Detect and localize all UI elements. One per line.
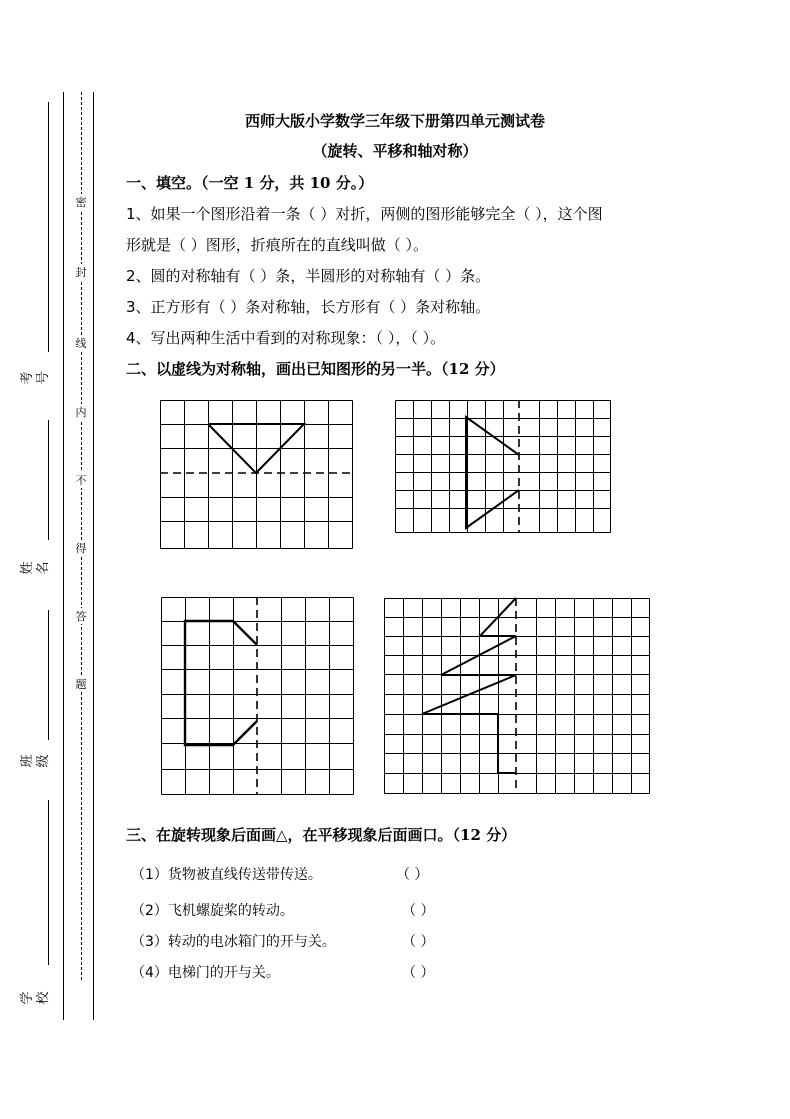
seal-char: 密 <box>75 196 87 209</box>
answer-blank[interactable]: （ ） <box>396 867 429 883</box>
seal-char: 封 <box>75 266 87 279</box>
page-title: 西师大版小学数学三年级下册第四单元测试卷 <box>244 112 545 130</box>
section1-heading: 一、填空。（一空 1 分，共 10 分。） <box>126 174 374 192</box>
grid-figure-4 <box>384 598 650 794</box>
label-xuexiao: 学校 <box>20 991 51 1005</box>
answer-blank[interactable]: （ ） <box>402 965 435 981</box>
label-banji: 班级 <box>20 754 51 768</box>
list-item: （1）货物被直线传送带传送。 <box>131 867 322 883</box>
half-shape <box>185 621 257 745</box>
grid-figure-2 <box>395 400 611 533</box>
seal-char: 内 <box>75 406 87 419</box>
field-line-xuexiao <box>48 800 49 965</box>
seal-char: 不 <box>75 474 87 487</box>
question-line: 形就是（ ）图形，折痕所在的直线叫做（ ）。 <box>126 236 429 254</box>
list-item: （3）转动的电冰箱门的开与关。 <box>131 934 336 950</box>
answer-blank[interactable]: （ ） <box>402 934 435 950</box>
list-item: （2）飞机螺旋桨的转动。 <box>131 903 294 919</box>
label-kaohao: 考号 <box>20 371 51 385</box>
grid-figure-1 <box>160 400 353 549</box>
answer-blank[interactable]: （ ） <box>402 903 435 919</box>
page-subtitle: （旋转、平移和轴对称） <box>312 142 478 160</box>
section3-heading: 三、在旋转现象后面画△，在平移现象后面画口。（12 分） <box>126 826 517 844</box>
margin-line-right <box>93 92 94 1020</box>
seal-dashed-line <box>81 92 82 980</box>
seal-char: 线 <box>75 337 87 350</box>
question-line: 1、如果一个图形沿着一条（ ）对折，两侧的图形能够完全（ ），这个图 <box>126 205 603 223</box>
field-line-banji <box>48 610 49 740</box>
label-xingming: 姓名 <box>20 561 51 575</box>
question-line: 2、圆的对称轴有（ ）条，半圆形的对称轴有（ ）条。 <box>126 267 491 285</box>
margin-line-left <box>63 92 64 1020</box>
seal-char: 题 <box>75 678 87 691</box>
question-line: 3、正方形有（ ）条对称轴，长方形有（ ）条对称轴。 <box>126 298 491 316</box>
seal-char: 答 <box>75 610 87 623</box>
section2-heading: 二、以虚线为对称轴，画出已知图形的另一半。（12 分） <box>126 360 505 378</box>
seal-char: 得 <box>75 542 87 555</box>
field-line-xingming <box>48 420 49 540</box>
grid-figure-3 <box>161 597 354 795</box>
half-shape <box>422 598 516 773</box>
list-item: （4）电梯门的开与关。 <box>131 965 280 981</box>
question-line: 4、写出两种生活中看到的对称现象：（ ），（ ）。 <box>126 329 446 347</box>
